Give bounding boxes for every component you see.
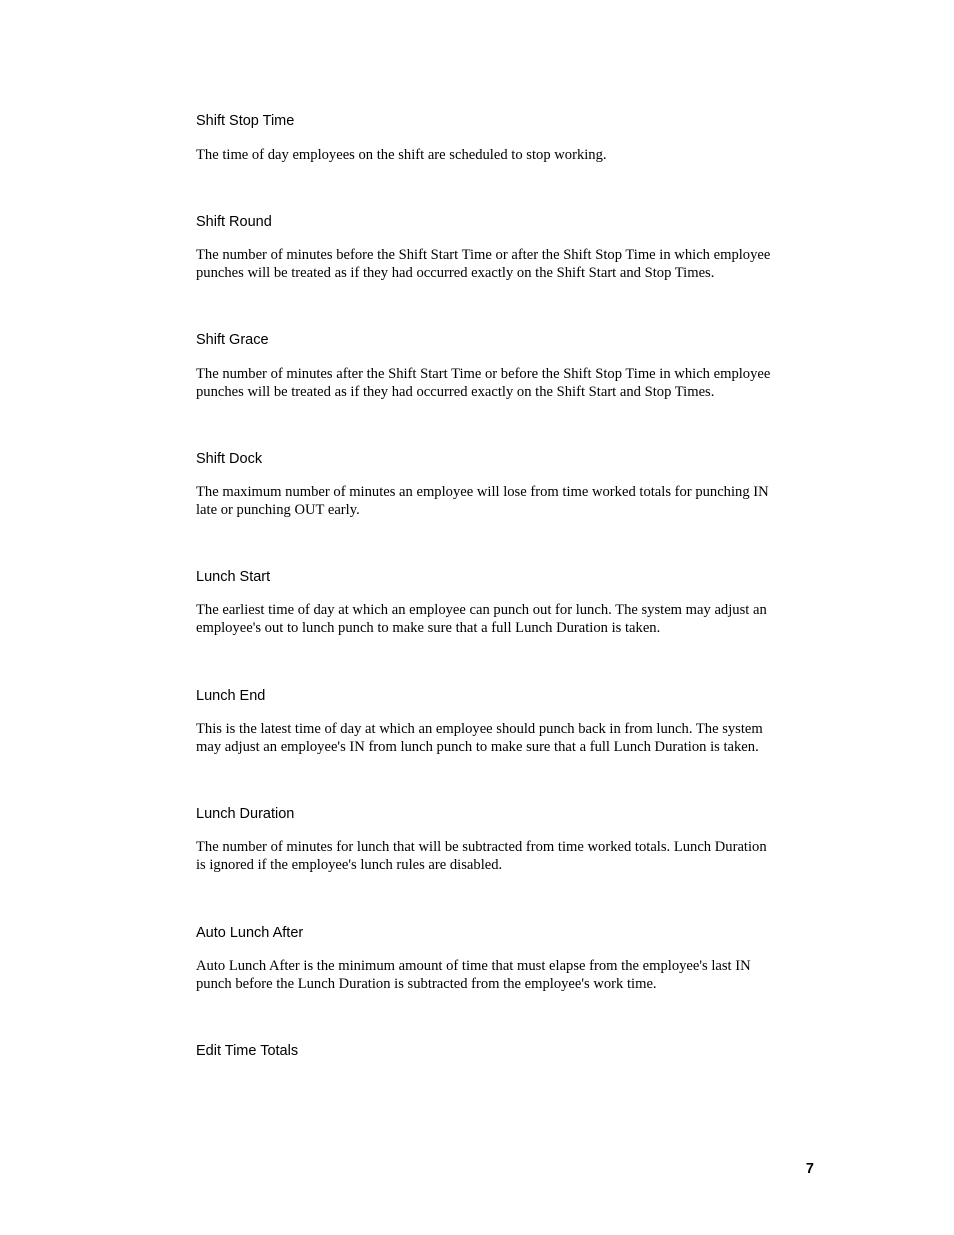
section-heading-shift-round: Shift Round (196, 214, 272, 230)
section-body-shift-round: The number of minutes before the Shift Start Time or after the Shift Stop Time in which employee punches will be treated as if they had occurred exactly on the Shift Start and Stop Times. (196, 247, 771, 282)
section-heading-lunch-start: Lunch Start (196, 569, 271, 585)
section-heading-shift-stop-time: Shift Stop Time (196, 113, 295, 129)
section-heading-auto-lunch-after: Auto Lunch After (196, 925, 304, 941)
section-heading-edit-time-totals: Edit Time Totals (196, 1043, 299, 1059)
section-body-lunch-start: The earliest time of day at which an employee can punch out for lunch. The system may adjust an employee's out to lunch punch to make sure that a full Lunch Duration is taken. (196, 602, 767, 637)
section-body-lunch-duration: The number of minutes for lunch that will be subtracted from time worked totals. Lunch Duration is ignored if the employee's lunch rules are disabled. (196, 839, 767, 874)
section-heading-shift-grace: Shift Grace (196, 332, 269, 348)
section-heading-shift-dock: Shift Dock (196, 451, 263, 467)
section-body-shift-stop-time: The time of day employees on the shift are scheduled to stop working. (196, 147, 607, 163)
page-number: 7 (805, 1161, 814, 1177)
section-heading-lunch-duration: Lunch Duration (196, 806, 295, 822)
section-body-auto-lunch-after: Auto Lunch After is the minimum amount of time that must elapse from the employee's last IN punch before the Lunch Duration is subtracted from the employee's work time. (196, 958, 751, 993)
section-body-lunch-end: This is the latest time of day at which an employee should punch back in from lunch. The system may adjust an employee's IN from lunch punch to make sure that a full Lunch Duration is taken. (196, 721, 763, 756)
section-body-shift-grace: The number of minutes after the Shift Start Time or before the Shift Stop Time in which employee punches will be treated as if they had occurred exactly on the Shift Start and Stop Times. (196, 366, 771, 401)
section-heading-lunch-end: Lunch End (196, 688, 266, 704)
section-body-shift-dock: The maximum number of minutes an employee will lose from time worked totals for punching IN late or punching OUT early. (196, 484, 769, 519)
